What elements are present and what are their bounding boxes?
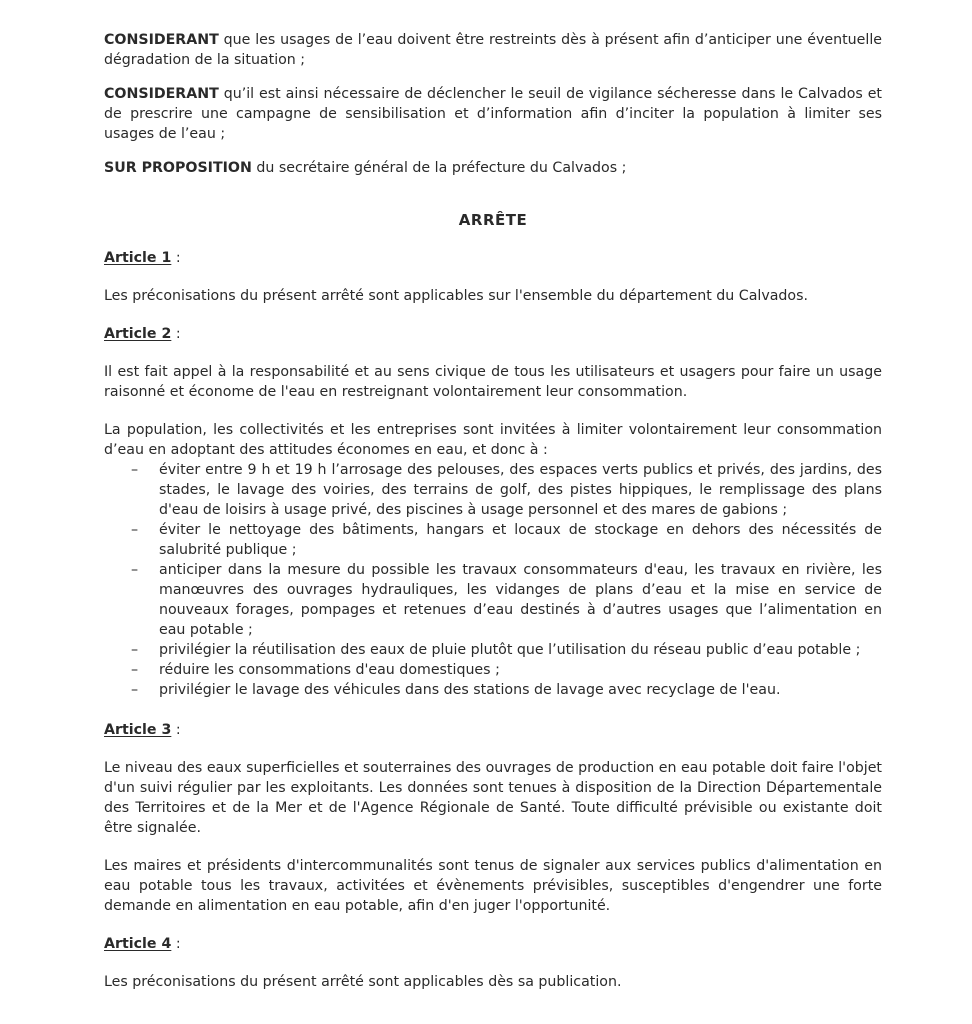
article-1-text: Les préconisations du présent arrêté sont applicables sur l'ensemble du département du Calvados.	[104, 288, 809, 304]
considerant-text: qu’il est ainsi nécessaire de déclencher le seuil de vigilance sécheresse dans le Calvados et de prescrire une campagne de sensibilisation et d’information afin d’inciter la population à limiter ses usages de l’eau ;	[104, 86, 882, 142]
document-body	[104, 30, 882, 992]
article-3-paragraph-2: Les maires et présidents d'intercommunalités sont tenus de signaler aux services publics d'alimentation en eau potable tous les travaux, activitées et évènements prévisibles, susceptibles d'engendrer une forte demande en alimentation en eau potable, afin d'en juger l'opportunité.	[104, 858, 882, 914]
article-4-text: Les préconisations du présent arrêté sont applicables dès sa publication.	[104, 974, 622, 990]
article-2-heading	[104, 324, 882, 344]
article-2-paragraph-1: Il est fait appel à la responsabilité et au sens civique de tous les utilisateurs et usagers pour faire un usage raisonné et économe de l'eau en restreignant volontairement leur consommation.	[104, 364, 882, 400]
article-heading-label: Article 1	[104, 250, 172, 266]
recommendations-list	[104, 460, 882, 700]
article-1-heading	[104, 248, 882, 268]
article-2-paragraph-2: La population, les collectivités et les entreprises sont invitées à limiter volontairement leur consommation d’eau en adoptant des attitudes économes en eau, et donc à :	[104, 422, 882, 458]
list-item: – privilégier la réutilisation des eaux de pluie plutôt que l’utilisation du réseau public d’eau potable ;	[104, 640, 882, 660]
considerant-lead: CONSIDERANT	[104, 86, 219, 102]
list-item: – éviter le nettoyage des bâtiments, hangars et locaux de stockage en dehors des nécessités de salubrité publique ;	[104, 520, 882, 560]
article-heading-suffix: :	[171, 722, 181, 738]
proposition-text: du secrétaire général de la préfecture du Calvados ;	[256, 160, 627, 176]
proposition-lead: SUR PROPOSITION	[104, 160, 252, 176]
article-3-heading	[104, 720, 882, 740]
considerant-paragraph-1	[104, 30, 882, 70]
considerant-paragraph-2	[104, 84, 882, 144]
article-heading-label: Article 4	[104, 936, 172, 952]
list-item: – privilégier le lavage des véhicules dans des stations de lavage avec recyclage de l'eau.	[104, 680, 882, 700]
proposition-paragraph	[104, 158, 882, 178]
list-item: – anticiper dans la mesure du possible les travaux consommateurs d'eau, les travaux en rivière, les manœuvres des ouvrages hydrauliques, les vidanges de plans d’eau et la mise en service de nouveaux forages, pompages et retenues d’eau destinés à d’autres usages que l’alimentation en eau potable ;	[104, 560, 882, 640]
article-heading-suffix: :	[171, 250, 181, 266]
article-3-paragraph-1: Le niveau des eaux superficielles et souterraines des ouvrages de production en eau potable doit faire l'objet d'un suivi régulier par les exploitants. Les données sont tenues à disposition de la Direction Départementale des Territoires et de la Mer et de l'Agence Régionale de Santé. Toute difficulté prévisible ou existante doit être signalée.	[104, 760, 882, 836]
list-item: – réduire les consommations d'eau domestiques ;	[104, 660, 882, 680]
article-heading-suffix: :	[171, 326, 181, 342]
article-heading-label: Article 2	[104, 326, 172, 342]
considerant-text: que les usages de l’eau doivent être restreints dès à présent afin d’anticiper une éventuelle dégradation de la situation ;	[104, 32, 882, 68]
article-4-heading	[104, 934, 882, 954]
article-heading-suffix: :	[171, 936, 181, 952]
considerant-lead: CONSIDERANT	[104, 32, 219, 48]
article-heading-label: Article 3	[104, 722, 172, 738]
list-item: – éviter entre 9 h et 19 h l’arrosage des pelouses, des espaces verts publics et privés, des jardins, des stades, le lavage des voiries, des terrains de golf, des pistes hippiques, le remplissage des plans d'eau de loisirs à usage privé, des piscines à usage personnel et des mares de gabions ;	[104, 460, 882, 520]
decree-title: ARRÊTE	[458, 211, 528, 229]
